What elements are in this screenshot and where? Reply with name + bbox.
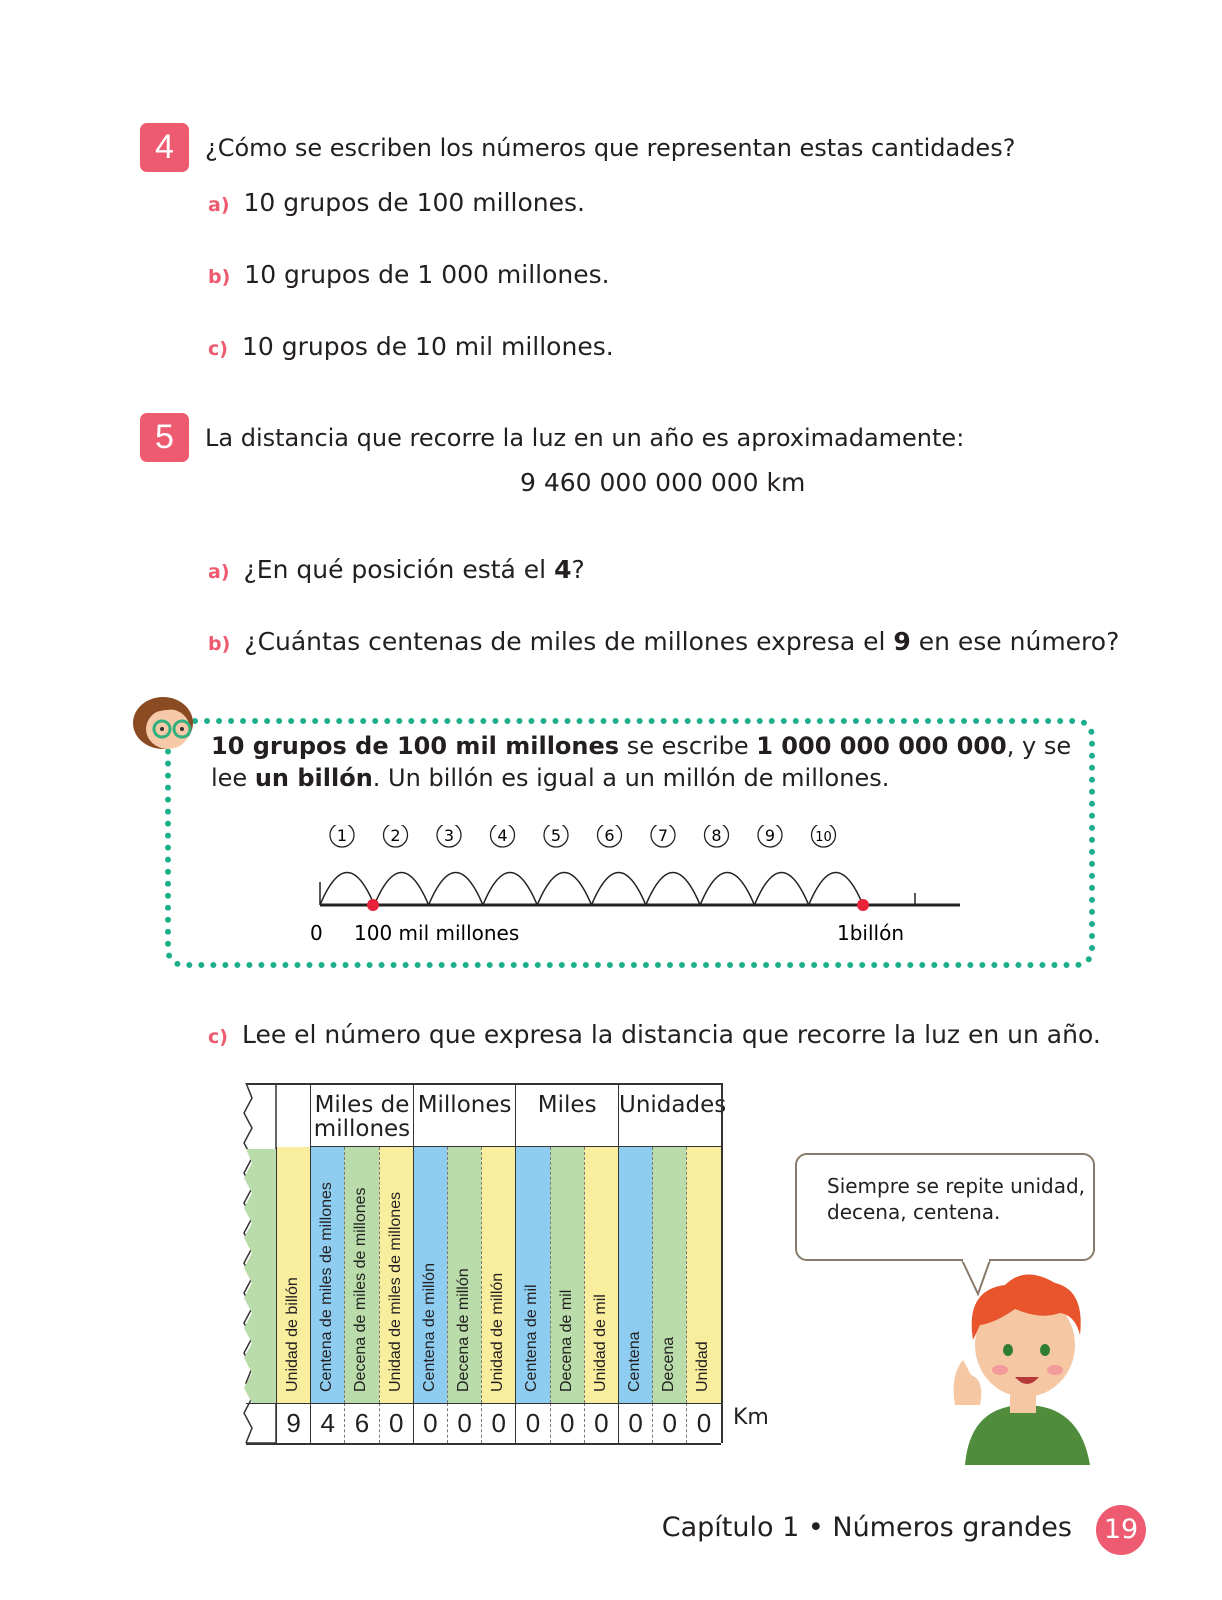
step-number: 4 (497, 826, 508, 845)
step-number: 8 (711, 826, 722, 845)
place-group-header: Unidades (618, 1083, 721, 1146)
digit-cell: 0 (550, 1403, 584, 1443)
sub-question-text: ¿En qué posición está el 4? (243, 555, 585, 584)
sub-question-letter: c) (208, 338, 228, 360)
place-group-header: Miles de millones (310, 1083, 413, 1146)
place-value-label: Centena de miles de millones (318, 1182, 336, 1392)
digit-cell: 6 (344, 1403, 378, 1443)
sub-question-c (208, 1020, 1101, 1049)
place-value-column (310, 1147, 344, 1403)
step-arc (809, 873, 863, 906)
digit-cell: 4 (310, 1403, 344, 1443)
step-number: 5 (550, 826, 562, 845)
sub-question-text: 10 grupos de 1 000 millones. (244, 260, 610, 289)
place-value-label: Decena de miles de millones (352, 1187, 370, 1392)
step-arc (537, 873, 591, 906)
digit-cell: 0 (584, 1403, 618, 1443)
place-value-label: Unidad de miles de millones (386, 1191, 404, 1392)
place-value-column (276, 1147, 310, 1403)
table-border (721, 1083, 723, 1443)
place-value-column (413, 1147, 447, 1403)
place-value-label: Decena (660, 1336, 678, 1392)
step-arc (429, 873, 483, 906)
marker-dot (857, 899, 869, 911)
marker-dot (367, 899, 379, 911)
place-value-column (515, 1147, 549, 1403)
table-border (246, 1403, 721, 1404)
numberline-label-end: 1billón (837, 921, 905, 945)
question-number-badge: 4 (140, 123, 189, 172)
place-value-column (686, 1147, 720, 1403)
sub-question-letter: b) (208, 266, 231, 288)
sub-question-a (208, 555, 585, 584)
place-group-header: Miles (515, 1083, 618, 1146)
sub-question-letter: b) (208, 633, 231, 655)
footer-chapter: Capítulo 1 • Números grandes (661, 1512, 1072, 1543)
step-arc (374, 873, 428, 906)
number-line (300, 825, 980, 955)
step-number: 1 (336, 826, 348, 845)
girl-avatar-icon (130, 695, 200, 755)
place-value-column (618, 1147, 652, 1403)
place-group-header: Millones (413, 1083, 516, 1146)
sub-question-a (208, 188, 585, 217)
place-value-label: Centena de mil (523, 1284, 541, 1392)
place-value-column (379, 1147, 413, 1403)
place-value-column (447, 1147, 481, 1403)
sub-question-c (208, 332, 614, 361)
question-prompt: ¿Cómo se escriben los números que representan estas cantidades? (205, 134, 1016, 162)
step-number: 6 (604, 826, 615, 845)
digit-cell: 0 (515, 1403, 549, 1443)
place-value-label: Centena (626, 1331, 643, 1392)
question-prompt: La distancia que recorre la luz en un año es aproximadamente: (205, 424, 965, 452)
table-border (310, 1146, 720, 1147)
digit-cell: 0 (618, 1403, 652, 1443)
unit-label: Km (733, 1405, 769, 1430)
digit-cell: 0 (413, 1403, 447, 1443)
place-value-column (584, 1147, 618, 1403)
step-number: 3 (443, 826, 455, 845)
digit-cell: 9 (276, 1403, 310, 1443)
step-number: 10 (815, 830, 832, 845)
table-border (246, 1083, 721, 1085)
step-number: 2 (390, 826, 401, 845)
sub-question-b (208, 260, 610, 289)
sub-question-letter: a) (208, 561, 230, 583)
digit-cell: 0 (379, 1403, 413, 1443)
place-value-column (481, 1147, 515, 1403)
sub-question-letter: a) (208, 194, 230, 216)
step-arc (320, 873, 374, 906)
table-border (246, 1443, 721, 1445)
place-value-column (550, 1147, 584, 1403)
sub-question-text: Lee el número que expresa la distancia que recorre la luz en un año. (241, 1020, 1101, 1049)
numberline-label-zero: 0 (310, 921, 323, 945)
place-value-label: Unidad de billón (284, 1277, 301, 1392)
sub-question-b (208, 627, 1119, 656)
step-arc (754, 873, 808, 906)
step-number: 9 (764, 826, 776, 845)
digit-cell: 0 (652, 1403, 686, 1443)
step-number: 7 (657, 826, 669, 845)
place-value-label: Centena de millón (420, 1263, 438, 1392)
place-value-label: Decena de millón (455, 1268, 472, 1392)
step-arc (483, 873, 537, 906)
info-text: 10 grupos de 100 mil millones se escribe 1 000 000 000 000, y se lee un billón. Un billón es igual a un millón de millones. (211, 732, 1072, 792)
step-arc (592, 873, 646, 906)
place-value-column (344, 1147, 378, 1403)
speech-text: Siempre se repite unidad, decena, centena. (827, 1174, 1086, 1224)
digit-cell: 0 (481, 1403, 515, 1443)
light-year-value: 9 460 000 000 000 km (520, 468, 806, 497)
page-number: 19 (1096, 1505, 1146, 1555)
table-jagged-edge (238, 1083, 278, 1443)
sub-question-text: ¿Cuántas centenas de miles de millones expresa el 9 en ese número? (244, 627, 1120, 656)
place-value-label: Unidad (694, 1341, 712, 1392)
speech-bubble (795, 1153, 1095, 1261)
table-border (310, 1083, 311, 1147)
digit-cell: 0 (447, 1403, 481, 1443)
question-number-badge: 5 (140, 413, 189, 462)
boy-character-icon (945, 1265, 1105, 1465)
step-arc (646, 873, 700, 906)
place-value-label: Unidad de mil (591, 1294, 609, 1392)
place-value-label: Unidad de millón (489, 1272, 507, 1392)
place-value-label: Decena de mil (557, 1289, 575, 1392)
sub-question-letter: c) (208, 1026, 228, 1048)
sub-question-text: 10 grupos de 10 mil millones. (241, 332, 614, 361)
numberline-label-first: 100 mil millones (354, 921, 520, 945)
digit-cell: 0 (686, 1403, 720, 1443)
place-value-column (652, 1147, 686, 1403)
step-arc (700, 873, 754, 906)
sub-question-text: 10 grupos de 100 millones. (243, 188, 585, 217)
